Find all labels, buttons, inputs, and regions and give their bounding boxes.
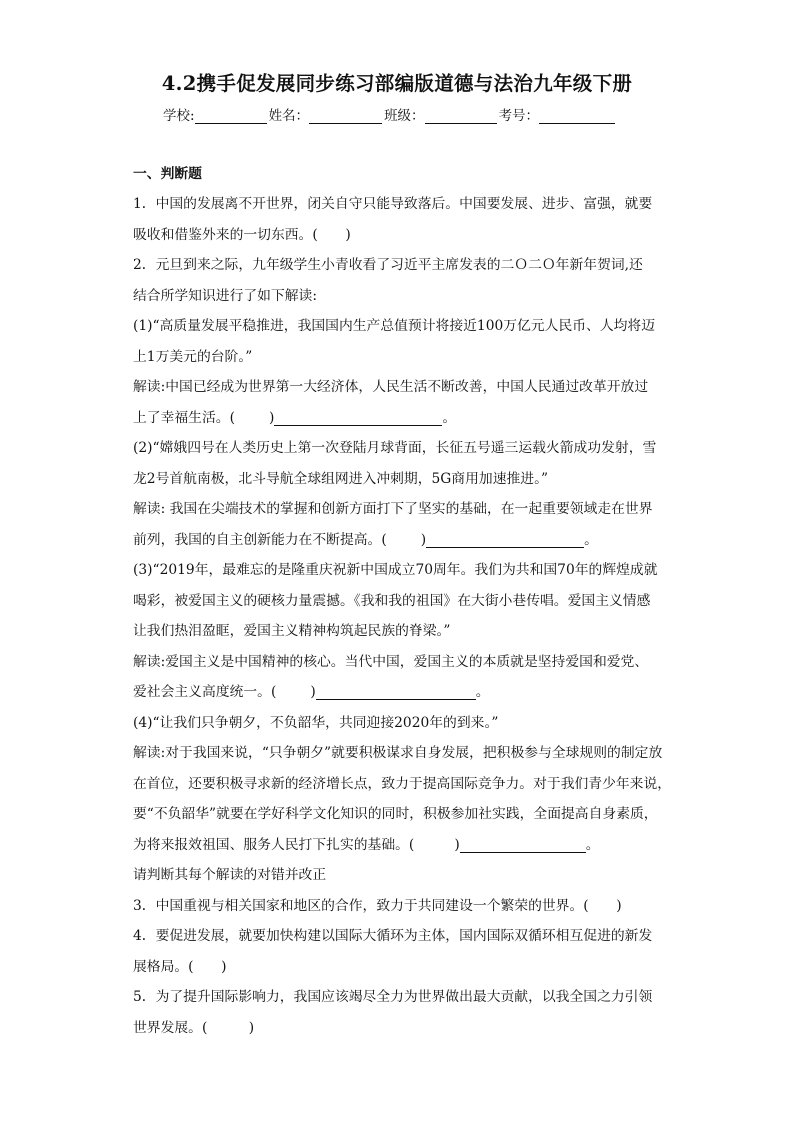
- period: 。: [475, 684, 490, 700]
- answer-line: [133, 677, 671, 708]
- text-line: 结合所学知识进行了如下解读:: [133, 287, 318, 304]
- text-line: 解读:中国已经成为世界第一大经济体，人民生活不断改善，中国人民通过改革开放过: [133, 379, 649, 395]
- text-line: 5．为了提升国际影响力，我国应该竭尽全力为世界做出最大贡献，以我全国之力引领: [133, 989, 653, 1005]
- exam-no-label: 考号：: [498, 108, 540, 124]
- text-line: 2．元旦到来之际，九年级学生小青收看了习近平主席发表的二Ｏ二Ｏ年新年贺词,还: [133, 257, 643, 273]
- close-paren: ): [310, 684, 316, 700]
- answer-line: [133, 830, 671, 861]
- exam-no-blank[interactable]: [539, 109, 615, 124]
- class-field[interactable]: [384, 104, 499, 124]
- text-line: (2)“嫦娥四号在人类历史上第一次登陆月球背面，长征五号遥三运载火箭成功发射，雪: [133, 440, 657, 456]
- text-line: (3)“2019年，最难忘的是隆重庆祝新中国成立70周年。我们为共和国70年的辉煌成就: [133, 562, 658, 578]
- exam-no-field[interactable]: [499, 104, 618, 124]
- period: 。: [584, 531, 598, 548]
- question-content: [133, 163, 671, 1043]
- correction-blank[interactable]: [460, 836, 586, 853]
- student-info-row: [163, 104, 617, 124]
- class-blank[interactable]: [425, 109, 497, 124]
- text-line: 解读:对于我国来说，“只争朝夕”就要积极谋求自身发展，把积极参与全球规则的制定放: [133, 745, 663, 761]
- answer-line: [133, 403, 671, 434]
- text-line: 世界发展。( ): [133, 1019, 255, 1036]
- text-segment: 前列，我国的自主创新能力在不断提高。(: [133, 531, 387, 548]
- text-line: 解读:爱国主义是中国精神的核心。当代中国，爱国主义的本质就是坚持爱国和爱党、: [133, 653, 649, 670]
- correction-blank[interactable]: [274, 409, 442, 426]
- name-label: 姓名：: [268, 108, 310, 124]
- correction-blank[interactable]: [426, 531, 584, 548]
- text-line: (4)“让我们只争朝夕，不负韶华，共同迎接2020年的到来。”: [133, 714, 499, 731]
- close-paren: ): [268, 409, 275, 426]
- section-heading: 一、判断题: [133, 166, 202, 182]
- text-segment: 上了幸福生活。(: [133, 409, 235, 426]
- text-line: 请判断其每个解读的对错并改正: [133, 867, 327, 883]
- page-title: 4.2携手促发展同步练习部编版道德与法治九年级下册: [161, 72, 633, 95]
- close-paren: ): [454, 836, 460, 853]
- school-field[interactable]: [163, 104, 269, 124]
- school-label: 学校:: [163, 108, 195, 124]
- text-segment: 为将来报效祖国、服务人民打下扎实的基础。(: [133, 836, 415, 853]
- text-line: 龙2号首航南极，北斗导航全球组网进入冲刺期，5G商用加速推进。”: [133, 470, 549, 487]
- text-line: 解读: 我国在尖端技术的掌握和创新方面打下了坚实的基础，在一起重要领域走在世界: [133, 501, 653, 517]
- text-line: 吸收和借鉴外来的一切东西。( ): [133, 226, 351, 243]
- answer-line: [133, 525, 671, 556]
- text-line: 要“不负韶华”就要在学好科学文化知识的同时，积极参加社实践，全面提高自身素质，: [133, 806, 658, 822]
- correction-blank[interactable]: [316, 683, 476, 700]
- text-line: 3．中国重视与相关国家和地区的合作，致力于共同建设一个繁荣的世界。( ): [133, 897, 622, 914]
- text-line: 喝彩，被爱国主义的硬核力量震撼。《我和我的祖国》在大街小巷传唱。爱国主义情感: [133, 592, 651, 609]
- text-segment: 爱社会主义高度统一。(: [133, 684, 277, 700]
- school-blank[interactable]: [195, 109, 267, 124]
- period: 。: [442, 409, 457, 426]
- text-line: 上1万美元的台阶。”: [133, 348, 253, 365]
- text-line: 在首位，还要积极寻求新的经济增长点，致力于提高国际竞争力。对于我们青少年来说，: [133, 775, 672, 792]
- text-line: 1．中国的发展离不开世界，闭关自守只能导致落后。中国要发展、进步、富强，就要: [133, 196, 653, 212]
- text-line: 4．要促进发展，就要加快构建以国际大循环为主体，国内国际双循环相互促进的新发: [133, 928, 653, 944]
- name-field[interactable]: [269, 104, 385, 124]
- text-line: (1)“高质量发展平稳推进，我国国内生产总值预计将接近100万亿元人民币、人均将迈: [133, 318, 656, 334]
- text-line: 展格局。( ): [133, 958, 227, 975]
- period: 。: [585, 836, 600, 853]
- text-line: 让我们热泪盈眶，爱国主义精神构筑起民族的脊梁。”: [133, 623, 451, 639]
- class-label: 班级：: [384, 108, 425, 124]
- name-blank[interactable]: [309, 109, 382, 124]
- close-paren: ): [420, 531, 427, 548]
